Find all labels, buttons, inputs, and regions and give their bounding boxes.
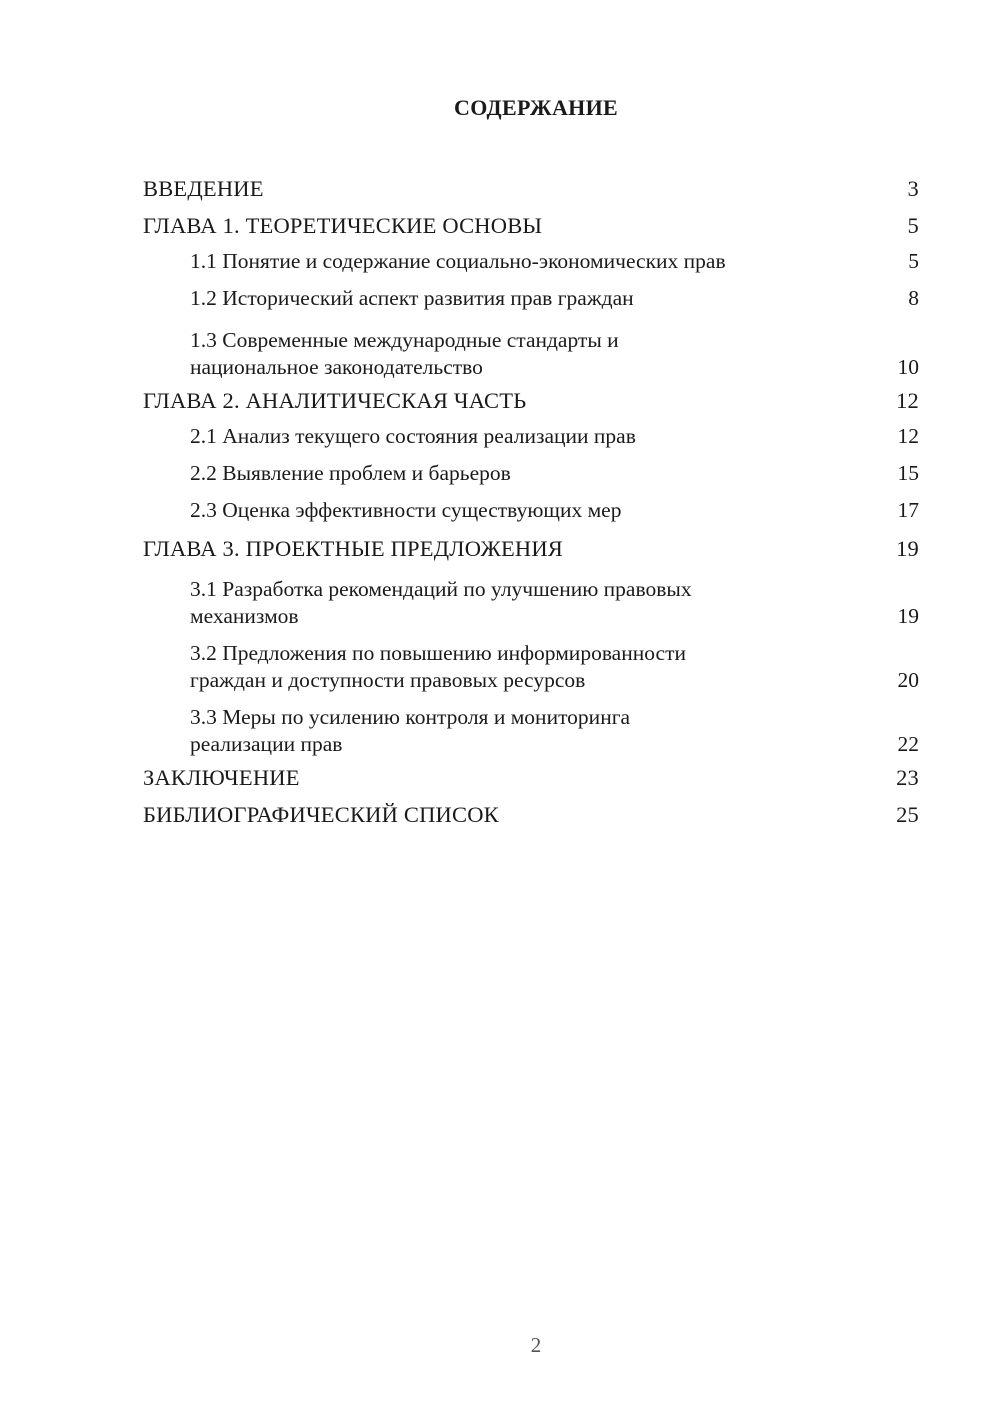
toc-entry-label: БИБЛИОГРАФИЧЕСКИЙ СПИСОК xyxy=(143,801,499,827)
toc-entry-page: 23 xyxy=(896,764,919,790)
toc-entry-bibliography xyxy=(143,795,919,832)
toc-entry-label: 1.2 Исторический аспект развития прав граждан xyxy=(190,286,634,310)
toc-entry-page: 25 xyxy=(896,801,919,827)
toc-entry-label: 2.2 Выявление проблем и барьеров xyxy=(190,461,511,485)
toc-entry-page: 20 xyxy=(897,668,919,692)
toc-entry-label: ГЛАВА 2. АНАЛИТИЧЕСКАЯ ЧАСТЬ xyxy=(143,387,527,413)
toc-entry-conclusion xyxy=(143,758,919,795)
toc-entry-section-2-2 xyxy=(143,455,919,492)
toc-entry-page: 15 xyxy=(897,461,919,485)
toc-entry-label: 3.3 Меры по усилению контроля и мониторинга реализации прав xyxy=(190,705,631,756)
table-of-contents xyxy=(143,169,919,832)
toc-entry-chapter-3 xyxy=(143,529,919,566)
toc-entry-page: 12 xyxy=(896,387,919,413)
page-number: 2 xyxy=(530,1333,542,1357)
toc-entry-page: 17 xyxy=(897,498,919,522)
toc-entry-page: 10 xyxy=(897,355,919,379)
toc-entry-section-2-1 xyxy=(143,418,919,455)
toc-entry-section-2-3 xyxy=(143,492,919,529)
toc-entry-section-3-1 xyxy=(143,566,919,630)
toc-entry-page: 19 xyxy=(897,604,919,628)
toc-entry-chapter-2 xyxy=(143,381,919,418)
toc-entry-section-1-1 xyxy=(143,243,919,280)
toc-entry-section-3-3 xyxy=(143,694,919,758)
toc-entry-section-1-2 xyxy=(143,280,919,317)
toc-entry-page: 3 xyxy=(907,175,919,201)
toc-entry-label: 3.2 Предложения по повышению информированности граждан и доступности правовых ресурсов xyxy=(190,641,686,692)
toc-entry-label: 1.3 Современные международные стандарты и национальное законодательство xyxy=(190,328,619,379)
toc-entry-page: 22 xyxy=(897,732,919,756)
toc-entry-label: 1.1 Понятие и содержание социально-экономических прав xyxy=(190,249,726,273)
toc-entry-label: ГЛАВА 3. ПРОЕКТНЫЕ ПРЕДЛОЖЕНИЯ xyxy=(143,535,564,561)
toc-entry-chapter-1 xyxy=(143,206,919,243)
toc-entry-label: ВВЕДЕНИЕ xyxy=(143,175,264,201)
toc-entry-page: 8 xyxy=(908,286,919,310)
toc-entry-page: 5 xyxy=(907,212,919,238)
toc-entry-label: 2.1 Анализ текущего состояния реализации прав xyxy=(190,424,636,448)
toc-entry-label: ЗАКЛЮЧЕНИЕ xyxy=(143,764,300,790)
toc-entry-page: 19 xyxy=(896,535,919,561)
toc-entry-page: 12 xyxy=(897,424,919,448)
toc-entry-section-3-2 xyxy=(143,630,919,694)
toc-entry-introduction xyxy=(143,169,919,206)
toc-entry-label: ГЛАВА 1. ТЕОРЕТИЧЕСКИЕ ОСНОВЫ xyxy=(143,212,543,238)
toc-entry-section-1-3 xyxy=(143,317,919,381)
toc-entry-label: 3.1 Разработка рекомендаций по улучшению правовых механизмов xyxy=(190,577,692,628)
toc-entry-label: 2.3 Оценка эффективности существующих мер xyxy=(190,498,622,522)
toc-entry-page: 5 xyxy=(908,249,919,273)
page-title: СОДЕРЖАНИЕ xyxy=(454,95,618,120)
